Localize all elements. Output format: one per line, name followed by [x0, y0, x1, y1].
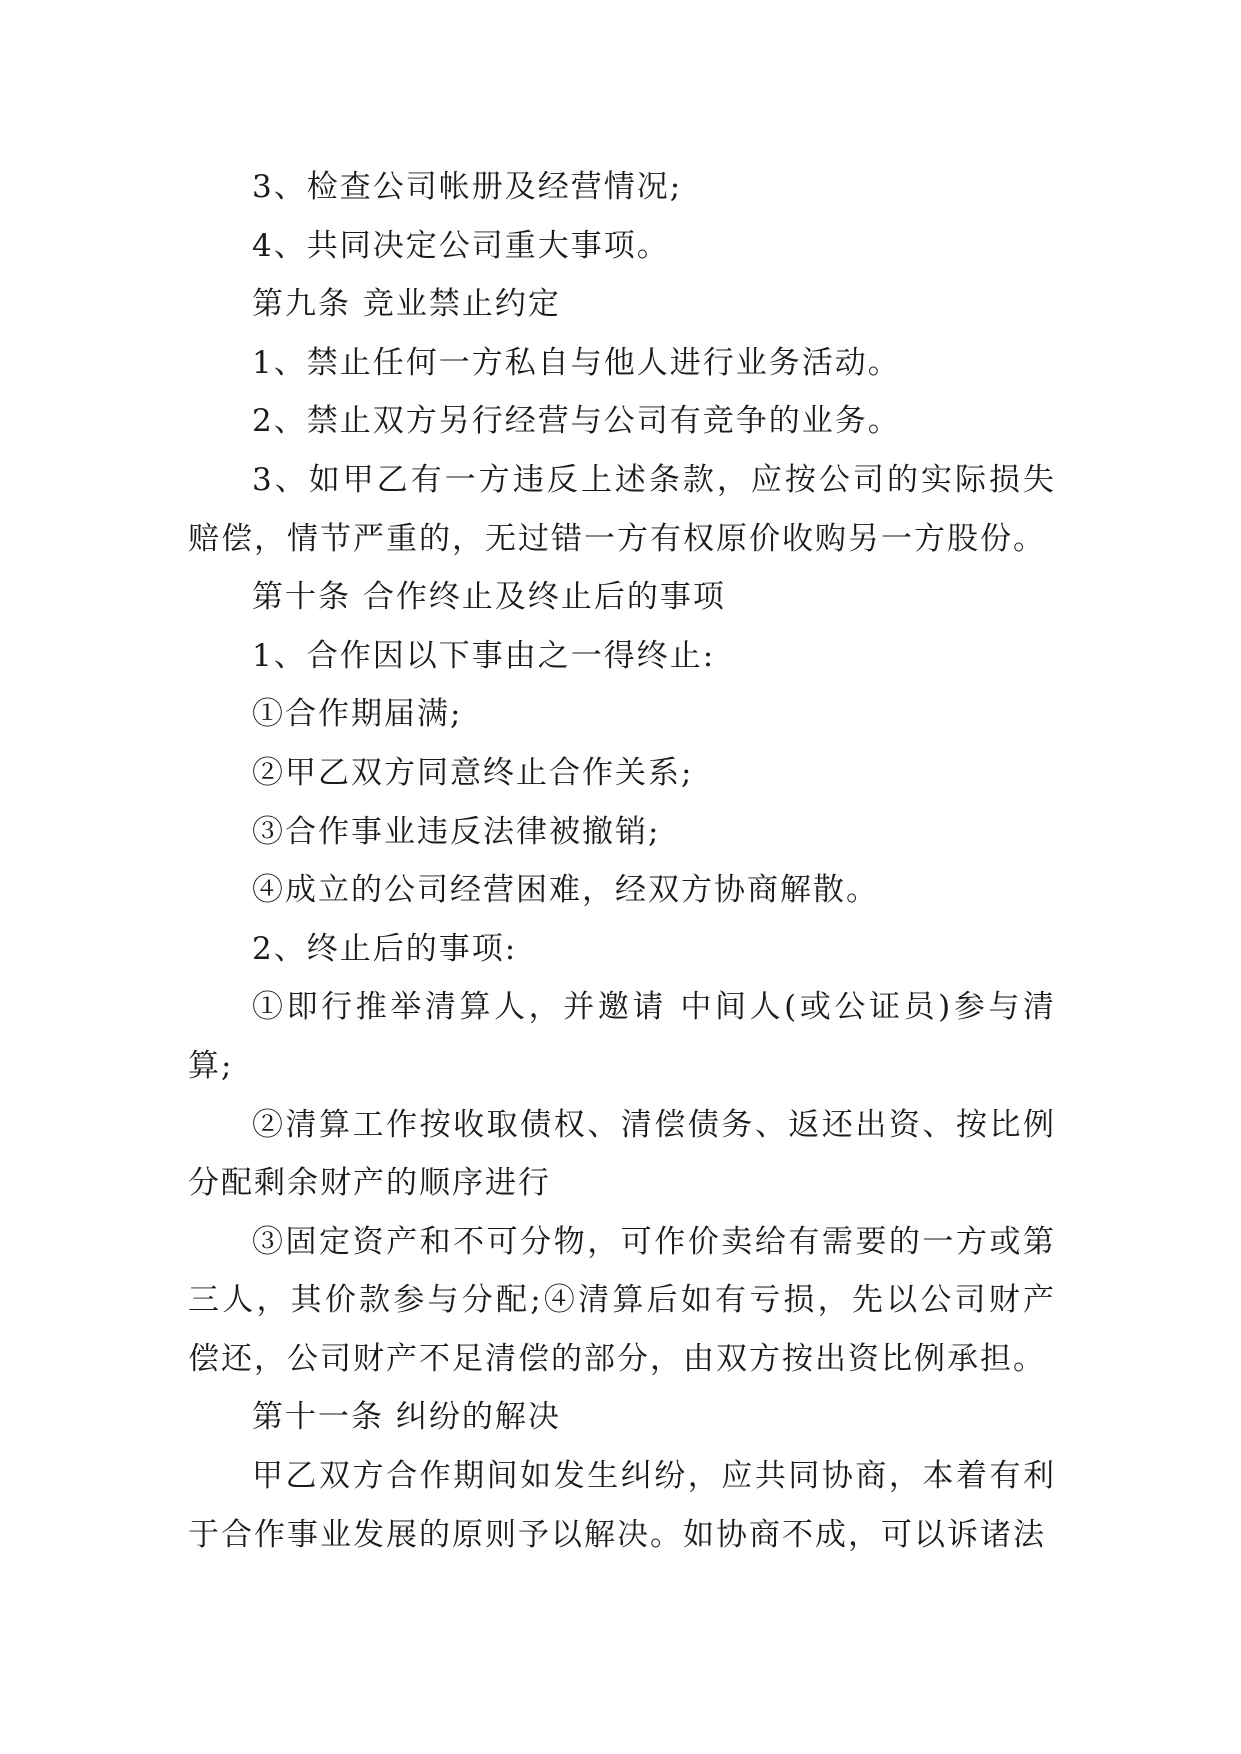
list-item: ①即行推举清算人，并邀请 中间人(或公证员)参与清算; [188, 989, 1056, 1084]
paragraph: 4、共同决定公司重大事项。 [252, 227, 670, 264]
list-item: ①合作期届满; [252, 696, 463, 733]
list-item: ③合作事业违反法律被撤销; [252, 813, 661, 850]
paragraph: 2、终止后的事项: [252, 930, 518, 967]
paragraph: 甲乙双方合作期间如发生纠纷，应共同协商，本着有利于合作事业发展的原则予以解决。如协商不成，可以诉诸法 [188, 1458, 1056, 1553]
section-heading: 第十条 合作终止及终止后的事项 [252, 579, 726, 616]
list-item: ②清算工作按收取债权、清偿债务、返还出资、按比例分配剩余财产的顺序进行 [188, 1106, 1056, 1202]
paragraph: 1、禁止任何一方私自与他人进行业务活动。 [252, 344, 901, 381]
paragraph: 1、合作因以下事由之一得终止: [252, 637, 716, 674]
list-item: ③固定资产和不可分物，可作价卖给有需要的一方或第三人，其价款参与分配;④清算后如有亏损，先以公司财产偿还，公司财产不足清偿的部分，由双方按出资比例承担。 [188, 1223, 1056, 1377]
list-item: ④成立的公司经营困难，经双方协商解散。 [252, 872, 879, 909]
list-item: ②甲乙双方同意终止合作关系; [252, 754, 694, 791]
document-body [188, 158, 1056, 1564]
paragraph: 3、检查公司帐册及经营情况; [252, 169, 683, 205]
section-heading: 第十一条 纠纷的解决 [252, 1399, 561, 1436]
paragraph: 3、如甲乙有一方违反上述条款，应按公司的实际损失赔偿，情节严重的，无过错一方有权原价收购另一方股份。 [188, 461, 1056, 557]
paragraph: 2、禁止双方另行经营与公司有竞争的业务。 [252, 403, 901, 440]
section-heading: 第九条 竞业禁止约定 [252, 286, 561, 323]
